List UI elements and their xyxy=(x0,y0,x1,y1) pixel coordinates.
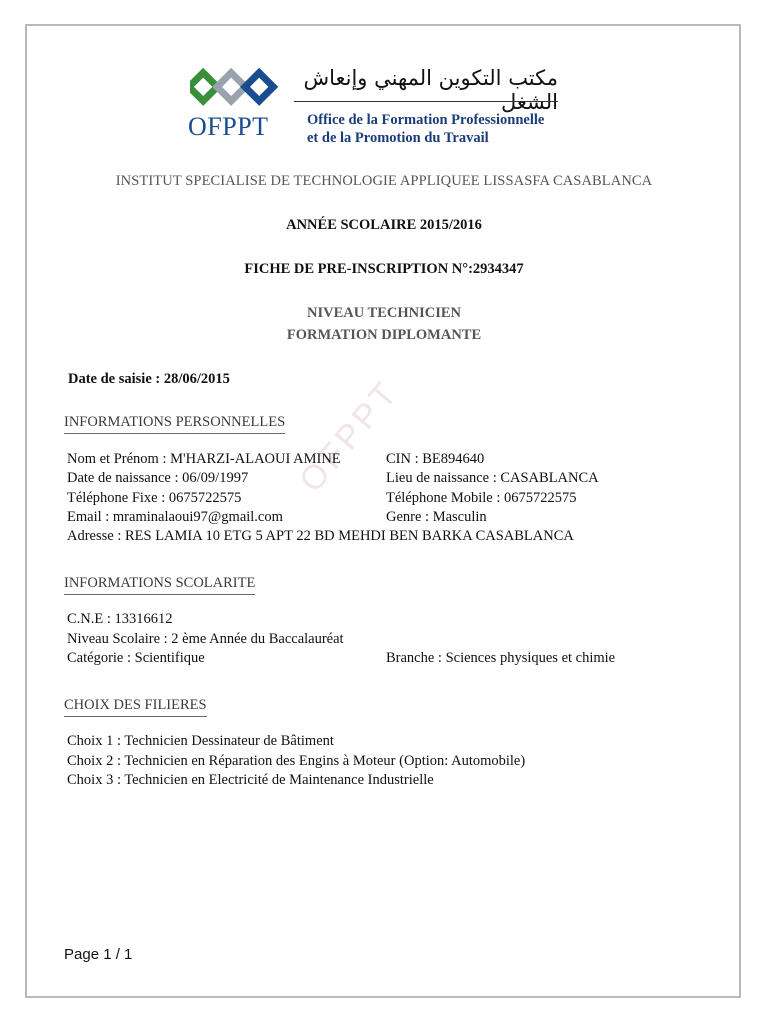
office-name-line2: et de la Promotion du Travail xyxy=(307,130,489,146)
field-branche: Branche : Sciences physiques et chimie xyxy=(386,650,616,666)
ofppt-logo-icon xyxy=(190,68,278,108)
field-niveau-scolaire: Niveau Scolaire : 2 ème Année du Baccalauréat xyxy=(67,631,344,647)
choix-item: Choix 1 : Technicien Dessinateur de Bâtiment xyxy=(67,733,334,749)
field-tel-fixe: Téléphone Fixe : 0675722575 xyxy=(67,490,242,506)
formation-label: FORMATION DIPLOMANTE xyxy=(286,327,482,343)
date-saisie: Date de saisie : 28/06/2015 xyxy=(68,371,230,387)
field-adresse: Adresse : RES LAMIA 10 ETG 5 APT 22 BD MEHDI BEN BARKA CASABLANCA xyxy=(67,528,574,544)
field-genre: Genre : Masculin xyxy=(386,509,487,525)
field-lieu-naissance: Lieu de naissance : CASABLANCA xyxy=(386,470,599,486)
field-cin: CIN : BE894640 xyxy=(386,451,485,467)
logo-text: OFPPT xyxy=(188,112,269,141)
institute-name: INSTITUT SPECIALISE DE TECHNOLOGIE APPLIQUEE LISSASFA CASABLANCA xyxy=(115,173,653,189)
page-number: Page 1 / 1 xyxy=(64,946,133,963)
office-name-line1: Office de la Formation Professionnelle xyxy=(307,112,545,128)
watermark: OFPPT xyxy=(292,372,407,500)
section-scolarite-title: INFORMATIONS SCOLARITE xyxy=(64,575,255,595)
field-categorie: Catégorie : Scientifique xyxy=(67,650,205,666)
choix-item: Choix 2 : Technicien en Réparation des Engins à Moteur (Option: Automobile) xyxy=(67,753,526,769)
field-cne: C.N.E : 13316612 xyxy=(67,611,173,627)
arabic-office-title: مكتب التكوين المهني وإنعاش الشغل xyxy=(303,66,558,114)
section-personal-title: INFORMATIONS PERSONNELLES xyxy=(64,414,285,434)
choix-item: Choix 3 : Technicien en Electricité de Maintenance Industrielle xyxy=(67,772,434,788)
field-tel-mobile: Téléphone Mobile : 0675722575 xyxy=(386,490,577,506)
header-divider xyxy=(294,101,558,102)
niveau-label: NIVEAU TECHNICIEN xyxy=(306,305,462,321)
fiche-title: FICHE DE PRE-INSCRIPTION N°:2934347 xyxy=(244,261,524,277)
field-email: Email : mraminalaoui97@gmail.com xyxy=(67,509,283,525)
field-nom: Nom et Prénom : M'HARZI-ALAOUI AMINE xyxy=(67,451,341,467)
school-year: ANNÉE SCOLAIRE 2015/2016 xyxy=(286,217,482,233)
section-filieres-title: CHOIX DES FILIERES xyxy=(64,697,207,717)
field-date-naissance: Date de naissance : 06/09/1997 xyxy=(67,470,249,486)
